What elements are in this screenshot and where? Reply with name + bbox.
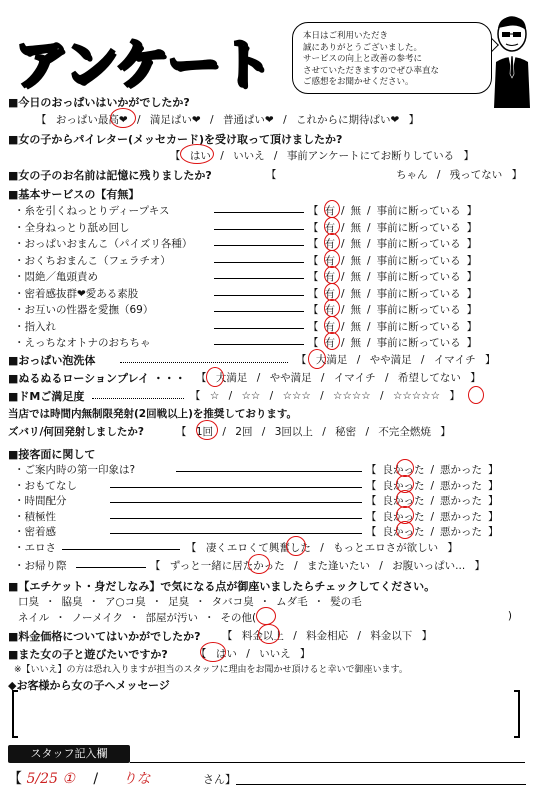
again-question: ■また女の子と遊びたいですか? bbox=[8, 648, 168, 661]
hand-circle-mark bbox=[324, 332, 340, 350]
option-yes[interactable]: 有 bbox=[324, 238, 335, 250]
basic-item-label: ・悶絶／亀頭責め bbox=[14, 271, 98, 283]
bracket: 【 bbox=[366, 495, 377, 507]
basic-item-label: ・おくちおまんこ（フェラチオ） bbox=[14, 254, 171, 267]
option-bad[interactable]: 悪かった bbox=[440, 510, 483, 523]
option-yes[interactable]: 有 bbox=[324, 337, 335, 349]
leader-line bbox=[110, 518, 362, 519]
option-expect[interactable]: これからに期待ぱい❤ bbox=[295, 114, 400, 126]
farewell-label: ・お帰り際 bbox=[14, 560, 67, 572]
bracket: 【 bbox=[308, 271, 319, 283]
option-meet-again[interactable]: また逢いたい bbox=[306, 560, 370, 572]
staff-signature-line bbox=[236, 784, 526, 785]
option-yes[interactable]: 有 bbox=[324, 271, 335, 283]
separator: / bbox=[283, 114, 287, 126]
separator: / bbox=[341, 238, 345, 250]
option-yes[interactable]: 有 bbox=[324, 304, 335, 316]
option-2-star[interactable]: ☆☆ bbox=[241, 390, 261, 402]
bracket: 【 bbox=[222, 630, 233, 642]
hand-circle-mark bbox=[324, 250, 340, 268]
foam-options bbox=[296, 352, 501, 367]
leader-dots: ・・・ bbox=[152, 372, 186, 385]
option-3-star[interactable]: ☆☆☆ bbox=[282, 390, 311, 402]
separator: / bbox=[256, 372, 261, 384]
separator: / bbox=[367, 287, 371, 300]
page-title: アンケート bbox=[14, 33, 271, 96]
etiquette-option[interactable]: ア○コ臭 bbox=[105, 596, 146, 608]
separator: / bbox=[430, 495, 435, 507]
option-1-star[interactable]: ☆ bbox=[209, 390, 220, 402]
option-incomplete[interactable]: 不完全燃焼 bbox=[378, 426, 431, 438]
separator: / bbox=[320, 390, 324, 402]
greeting-line: させていただきますのでぜひ率直な bbox=[303, 65, 440, 76]
separator: / bbox=[430, 526, 435, 538]
hand-circle-mark bbox=[200, 642, 226, 662]
separator: / bbox=[261, 426, 266, 438]
separator: ・ bbox=[45, 596, 56, 608]
bracket: ) bbox=[507, 610, 512, 622]
bracket: 】 bbox=[408, 114, 420, 126]
etiquette-option[interactable]: ノーメイク bbox=[71, 612, 124, 624]
separator: / bbox=[367, 304, 371, 316]
option-declined[interactable]: 事前に断っている bbox=[376, 287, 461, 300]
erosa-label: ・エロさ bbox=[14, 542, 56, 554]
etiquette-option[interactable]: 脇臭 bbox=[61, 596, 83, 608]
hand-circle-mark bbox=[324, 200, 340, 218]
option-declined[interactable]: 事前に断っている bbox=[376, 271, 461, 283]
bracket: 】 bbox=[449, 390, 460, 402]
option-once[interactable]: 1回 bbox=[195, 426, 214, 438]
bracket: 【 bbox=[150, 560, 161, 572]
separator: / bbox=[367, 271, 371, 283]
staff-label: スタッフ記入欄 bbox=[8, 745, 130, 763]
option-good[interactable]: 良かった bbox=[382, 464, 425, 476]
message-heading: ◆お客様から女の子へメッセージ bbox=[8, 679, 170, 692]
separator: / bbox=[430, 479, 435, 492]
option-yes[interactable]: 有 bbox=[324, 320, 335, 333]
hand-circle-mark bbox=[196, 420, 218, 440]
bracket: 【 bbox=[196, 648, 207, 660]
option-no[interactable]: 無 bbox=[350, 238, 362, 250]
bracket: 】 bbox=[511, 169, 523, 181]
bracket: 】 bbox=[488, 495, 499, 507]
bracket: 【 bbox=[308, 238, 319, 250]
option-below-price[interactable]: 料金以下 bbox=[370, 630, 413, 642]
etiquette-heading: ■【エチケット・身だしなみ】で気になる点が御座いましたらチェックしてください。 bbox=[8, 580, 436, 593]
option-no[interactable]: 無 bbox=[350, 337, 362, 349]
separator: / bbox=[341, 337, 345, 349]
option-5-star[interactable]: ☆☆☆☆☆ bbox=[392, 390, 441, 402]
leader-line bbox=[110, 502, 362, 503]
etiquette-option[interactable]: ムダ毛 bbox=[276, 596, 308, 608]
separator: / bbox=[430, 510, 435, 523]
bracket: 【 bbox=[186, 542, 197, 554]
hand-circle-mark bbox=[396, 521, 414, 539]
option-bad[interactable]: 悪かった bbox=[440, 464, 483, 476]
bracket: 【 bbox=[308, 221, 319, 234]
price-question: ■料金価格についてはいかがでしたか? bbox=[8, 630, 201, 643]
service-heading: ■接客面に関して bbox=[8, 448, 96, 461]
staff-date: 5/25 bbox=[26, 771, 58, 787]
option-good[interactable]: 良かった bbox=[382, 510, 425, 523]
option-no[interactable]: いいえ bbox=[233, 150, 265, 162]
leader-line bbox=[214, 229, 304, 230]
separator: ・ bbox=[55, 612, 66, 624]
leader-line bbox=[62, 549, 180, 550]
option-secret[interactable]: 秘密 bbox=[335, 426, 357, 438]
bracket: 【 bbox=[366, 464, 377, 476]
hand-circle-mark bbox=[468, 386, 484, 404]
leader-line bbox=[110, 487, 362, 488]
separator: ・ bbox=[129, 612, 140, 624]
bracket: 【 bbox=[308, 337, 319, 349]
option-stay-together[interactable]: ずっと一緒に居たかった bbox=[169, 560, 285, 572]
option-no[interactable]: 無 bbox=[350, 221, 362, 234]
leader-line bbox=[214, 278, 304, 279]
again-note: ※【いいえ】の方は恐れ入りますが担当のスタッフに理由をお聞かせ頂けると幸いで御座います。 bbox=[14, 665, 408, 675]
hand-circle-mark bbox=[258, 624, 280, 644]
option-declined[interactable]: 事前に断っている bbox=[376, 205, 461, 217]
etiquette-option[interactable]: その他( bbox=[220, 612, 257, 624]
option-not-requested[interactable]: 希望してない bbox=[397, 372, 461, 384]
lotion-label bbox=[8, 370, 186, 386]
hand-circle-mark bbox=[324, 233, 340, 251]
hand-circle-mark bbox=[308, 349, 326, 369]
greeting-line: ご感想をお聞かせください。 bbox=[303, 77, 414, 87]
option-twice[interactable]: 2回 bbox=[235, 426, 253, 438]
q1-options bbox=[36, 112, 425, 127]
option-no[interactable]: 無 bbox=[350, 320, 362, 333]
option-4-star[interactable]: ☆☆☆☆ bbox=[333, 390, 371, 402]
separator: / bbox=[273, 150, 278, 162]
bracket: 【 bbox=[308, 287, 319, 300]
bracket: 【 bbox=[8, 771, 22, 787]
option-declined[interactable]: 事前に断っている bbox=[376, 254, 461, 267]
leader-line bbox=[176, 471, 362, 472]
etiquette-option[interactable]: タバコ臭 bbox=[211, 596, 254, 608]
option-yes[interactable]: はい bbox=[189, 150, 211, 162]
farewell-options bbox=[150, 558, 491, 573]
separator: / bbox=[220, 150, 224, 162]
leader-line bbox=[214, 262, 304, 263]
option-declined[interactable]: 事前アンケートにてお断りしている bbox=[286, 150, 455, 162]
service-item-options bbox=[366, 509, 505, 524]
separator: ・ bbox=[88, 596, 99, 608]
hand-circle-mark bbox=[206, 367, 224, 387]
separator: / bbox=[341, 271, 345, 283]
leader-line bbox=[214, 328, 304, 329]
option-declined[interactable]: 事前に断っている bbox=[376, 337, 461, 349]
bracket: 】 bbox=[466, 221, 478, 234]
greeting-bubble bbox=[292, 22, 492, 94]
lotion-options bbox=[196, 370, 487, 385]
leader-line bbox=[120, 362, 288, 363]
bracket: 【 bbox=[308, 254, 319, 267]
bracket: 】 bbox=[484, 354, 496, 366]
bracket: 【 bbox=[366, 526, 377, 538]
bracket: 【 bbox=[366, 510, 377, 523]
bracket: 【 bbox=[190, 390, 201, 402]
service-item-label: ・積極性 bbox=[14, 510, 56, 523]
option-declined[interactable]: 事前に断っている bbox=[376, 320, 461, 333]
separator: / bbox=[294, 560, 298, 572]
repeat-question: ズバリ/何回発射しましたか? bbox=[8, 426, 144, 438]
separator: / bbox=[436, 169, 441, 181]
service-item-options bbox=[366, 493, 505, 508]
etiquette-row-1 bbox=[18, 594, 368, 609]
separator: / bbox=[341, 221, 345, 234]
separator: / bbox=[341, 254, 345, 267]
basic-item-label: ・密着感抜群❤愛ある素股 bbox=[14, 287, 139, 300]
hand-circle-mark bbox=[324, 299, 340, 317]
option-somewhat[interactable]: やや満足 bbox=[369, 354, 412, 366]
separator: / bbox=[430, 464, 435, 476]
hand-circle-mark bbox=[324, 316, 340, 334]
hand-circle-mark bbox=[324, 266, 340, 284]
staff-entry[interactable] bbox=[8, 768, 236, 788]
option-meh[interactable]: イマイチ bbox=[433, 354, 476, 366]
option-great[interactable]: 大満足 bbox=[215, 372, 248, 384]
bracket: 】 bbox=[466, 320, 478, 333]
option-no[interactable]: 無 bbox=[350, 205, 362, 217]
separator: / bbox=[137, 114, 141, 126]
option-very-erotic[interactable]: 凄くエロくて興奮した bbox=[205, 542, 311, 554]
option-great[interactable]: 大満足 bbox=[315, 354, 348, 366]
option-yes[interactable]: はい bbox=[215, 648, 237, 660]
separator: / bbox=[93, 771, 99, 787]
option-no[interactable]: 無 bbox=[350, 287, 362, 300]
service-item-options bbox=[366, 462, 505, 477]
q3-options bbox=[396, 167, 528, 182]
dm-options bbox=[190, 388, 466, 403]
bracket: 】 bbox=[447, 542, 458, 554]
bracket: 】 bbox=[466, 238, 478, 250]
bracket: 】 bbox=[488, 510, 499, 523]
option-yes[interactable]: 有 bbox=[324, 254, 335, 267]
etiquette-option[interactable]: 部屋が汚い bbox=[145, 612, 199, 624]
dm-label: ■ドMご満足度 bbox=[8, 390, 85, 403]
option-satisfied[interactable]: 満足ぱい❤ bbox=[149, 114, 201, 126]
bracket: 】 bbox=[466, 337, 478, 349]
separator: ・ bbox=[151, 596, 163, 608]
basic-item-label: ・おっぱいおまんこ（パイズリ各種） bbox=[14, 238, 193, 250]
q1-question: ■今日のおっぱいはいかがでしたか? bbox=[8, 96, 190, 109]
chan-suffix: ちゃん bbox=[396, 169, 428, 181]
leader-line bbox=[110, 533, 362, 534]
option-declined[interactable]: 事前に断っている bbox=[376, 238, 461, 250]
basic-item-label: ・糸を引くねっとりディープキス bbox=[14, 205, 170, 217]
option-yes[interactable]: 有 bbox=[324, 205, 335, 217]
leader-line bbox=[214, 212, 304, 213]
separator: / bbox=[367, 337, 371, 349]
option-no[interactable]: 無 bbox=[350, 304, 362, 316]
bracket: 】 bbox=[421, 630, 433, 642]
bracket: 】 bbox=[488, 479, 499, 492]
separator: / bbox=[367, 238, 371, 250]
separator: ・ bbox=[259, 596, 271, 608]
erosa-options bbox=[186, 540, 464, 555]
repeat-intro: 当店では時間内無制限発射(2回戦以上)を推奨しております。 bbox=[8, 408, 298, 420]
basic-item-label: ・全身ねっとり舐め回し bbox=[14, 221, 130, 234]
lotion-label-text: ■ぬるぬるローションプレイ bbox=[8, 372, 149, 385]
separator: / bbox=[293, 630, 297, 642]
bracket: 】 bbox=[488, 526, 499, 538]
bracket: 】 bbox=[474, 560, 486, 572]
option-good[interactable]: 良かった bbox=[382, 479, 425, 492]
q2-question: ■女の子からパイレター(メッセカード)を受け取って頂けましたか? bbox=[8, 133, 343, 146]
option-no[interactable]: 無 bbox=[350, 254, 362, 267]
bracket: 【 bbox=[308, 205, 319, 217]
leader-line bbox=[214, 295, 304, 296]
option-good[interactable]: 良かった bbox=[382, 495, 425, 507]
option-meh[interactable]: イマイチ bbox=[333, 372, 376, 384]
etiquette-option[interactable]: ネイル bbox=[18, 612, 50, 624]
q3-question: ■女の子のお名前は記憶に残りましたか? bbox=[8, 169, 212, 182]
separator: / bbox=[269, 390, 274, 402]
price-options bbox=[222, 628, 438, 643]
bracket: 】 bbox=[466, 205, 478, 217]
hand-circle-mark bbox=[324, 217, 340, 235]
bracket: 】 bbox=[466, 271, 478, 283]
separator: ・ bbox=[195, 596, 206, 608]
bracket: 【 bbox=[366, 479, 377, 492]
leader-line bbox=[214, 311, 304, 312]
separator: / bbox=[367, 221, 371, 234]
service-item-label: ・ご案内時の第一印象は? bbox=[14, 464, 136, 476]
basic-item-label: ・えっちなオトナのおちちゃ bbox=[14, 337, 151, 349]
option-bad[interactable]: 悪かった bbox=[440, 526, 483, 538]
greeting-line: 誠にありがとうございました。 bbox=[303, 42, 423, 53]
option-full[interactable]: お腹いっぱい... bbox=[392, 560, 466, 572]
etiquette-option[interactable]: 口臭 bbox=[18, 596, 39, 608]
repeat-options bbox=[176, 424, 457, 439]
hand-circle-mark bbox=[110, 108, 136, 128]
etiquette-option[interactable]: 足臭 bbox=[168, 596, 190, 608]
leader-line bbox=[92, 398, 184, 399]
staff-girl-name: りな bbox=[122, 771, 151, 787]
hand-circle-mark bbox=[324, 283, 340, 301]
separator: / bbox=[320, 542, 324, 554]
basic-heading: ■基本サービスの【有無】 bbox=[8, 188, 140, 201]
option-somewhat[interactable]: やや満足 bbox=[269, 372, 312, 384]
separator: ・ bbox=[204, 612, 215, 624]
q2-options bbox=[170, 148, 480, 163]
bracket: 【 bbox=[170, 150, 181, 162]
option-fair-price[interactable]: 料金相応 bbox=[306, 630, 349, 642]
bracket: 【 bbox=[196, 372, 207, 384]
bracket: 【 bbox=[36, 114, 47, 126]
separator: ・ bbox=[313, 596, 325, 608]
separator: / bbox=[341, 320, 345, 333]
separator: / bbox=[320, 372, 325, 384]
bracket: 】 bbox=[488, 464, 499, 476]
bracket: 【 bbox=[176, 426, 187, 438]
hand-circle-mark bbox=[248, 554, 270, 574]
separator: / bbox=[322, 426, 326, 438]
separator: / bbox=[384, 372, 389, 384]
leader-line bbox=[76, 567, 146, 568]
separator: / bbox=[357, 630, 361, 642]
separator: / bbox=[365, 426, 369, 438]
bracket: 【 bbox=[308, 304, 319, 316]
service-item-label: ・おもてなし bbox=[14, 479, 77, 492]
leader-line bbox=[214, 245, 304, 246]
option-want-more[interactable]: もっとエロさが欲しい bbox=[333, 542, 439, 554]
bracket: 】 bbox=[466, 304, 478, 316]
bracket: 】 bbox=[463, 150, 475, 162]
option-good[interactable]: 良かった bbox=[382, 526, 425, 538]
service-item-options bbox=[366, 524, 505, 539]
bracket: 】 bbox=[466, 254, 478, 267]
option-bad[interactable]: 悪かった bbox=[440, 479, 483, 492]
service-item-options bbox=[366, 478, 505, 493]
bracket: 【 bbox=[296, 354, 307, 366]
bracket: 【 bbox=[308, 320, 319, 333]
option-yes[interactable]: 有 bbox=[324, 287, 335, 300]
separator: / bbox=[356, 354, 361, 366]
option-three-plus[interactable]: 3回以上 bbox=[274, 426, 313, 438]
option-declined[interactable]: 事前に断っている bbox=[376, 304, 461, 316]
separator: / bbox=[367, 205, 371, 217]
separator: / bbox=[210, 114, 214, 126]
staff-number: ① bbox=[62, 771, 75, 787]
service-item-label: ・時間配分 bbox=[14, 495, 67, 507]
bracket: 【 bbox=[266, 169, 277, 181]
bracket: 】 bbox=[299, 648, 311, 660]
separator: / bbox=[222, 426, 226, 438]
option-no[interactable]: いいえ bbox=[259, 648, 291, 660]
separator: / bbox=[228, 390, 233, 402]
hand-circle-mark bbox=[256, 607, 276, 625]
option-declined[interactable]: 事前に断っている bbox=[376, 221, 461, 234]
option-normal[interactable]: 普通ぱい❤ bbox=[222, 114, 274, 126]
separator: / bbox=[379, 560, 383, 572]
greeting-line: サービスの向上と改善の参考に bbox=[303, 54, 423, 64]
option-above-price[interactable]: 料金以上 bbox=[241, 630, 284, 642]
option-bad[interactable]: 悪かった bbox=[440, 495, 483, 507]
bracket: 】 bbox=[466, 287, 478, 300]
option-not-remembered[interactable]: 残ってない bbox=[449, 169, 503, 181]
option-yes[interactable]: 有 bbox=[324, 221, 335, 234]
separator: / bbox=[341, 287, 345, 300]
greeting-line: 本日はご利用いただき bbox=[303, 31, 389, 41]
service-item-label: ・密着感 bbox=[14, 526, 56, 538]
option-no[interactable]: 無 bbox=[350, 271, 362, 283]
leader-line bbox=[214, 344, 304, 345]
basic-item-label: ・指入れ bbox=[14, 320, 56, 333]
mascot-illustration bbox=[488, 14, 532, 108]
message-box[interactable] bbox=[12, 692, 520, 736]
separator: / bbox=[420, 354, 425, 366]
separator: / bbox=[367, 320, 371, 333]
foam-label: ■おっぱい泡洗体 bbox=[8, 354, 96, 367]
option-best[interactable]: おっぱい最高❤ bbox=[55, 114, 128, 126]
separator: / bbox=[380, 390, 384, 402]
staff-divider bbox=[130, 762, 525, 763]
basic-item-label: ・お互いの性器を愛撫（69） bbox=[14, 304, 154, 316]
hand-circle-mark bbox=[180, 144, 214, 164]
separator: / bbox=[341, 304, 345, 316]
separator: / bbox=[341, 205, 345, 217]
separator: / bbox=[367, 254, 371, 267]
bracket: 】 bbox=[440, 426, 451, 438]
bracket: 】 bbox=[470, 372, 481, 384]
separator: / bbox=[246, 648, 250, 660]
hand-circle-mark bbox=[286, 536, 306, 556]
etiquette-option[interactable]: 髪の毛 bbox=[330, 596, 362, 608]
san-suffix: さん】 bbox=[203, 773, 236, 786]
